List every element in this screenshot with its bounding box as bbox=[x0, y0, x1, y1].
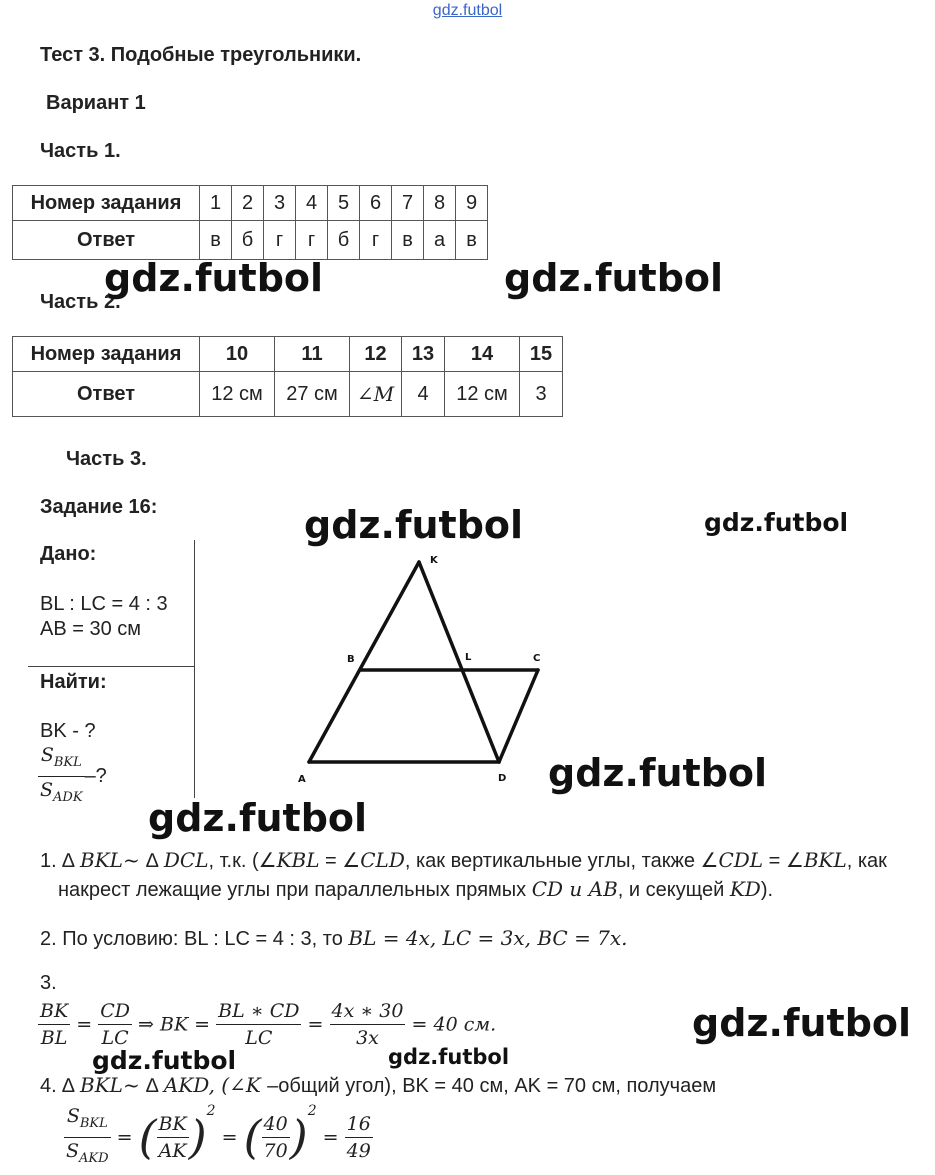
part1-task-label: Номер задания bbox=[13, 186, 200, 221]
part2-task-cell: 14 bbox=[445, 337, 520, 372]
part1-answer-cell: г bbox=[296, 221, 328, 260]
part1-task-cell: 5 bbox=[328, 186, 360, 221]
point-label-L: L bbox=[465, 652, 472, 663]
part2-task-label: Номер задания bbox=[13, 337, 200, 372]
part2-table bbox=[12, 336, 563, 417]
fraction-cd-lc: $\frac{CD}{LC}$ bbox=[100, 1000, 130, 1049]
fraction-40-70: $\frac{40}{70}$ bbox=[263, 1112, 288, 1162]
part1-task-cell: 9 bbox=[456, 186, 488, 221]
point-label-D: D bbox=[498, 773, 507, 784]
part1-answer-row bbox=[13, 221, 488, 260]
solution-step-3-label: 3. bbox=[40, 972, 57, 994]
part1-answer-cell: а bbox=[424, 221, 456, 260]
solution-step-4-formula: $\frac{S_{BKL}}{S_{AKD}}$ = ( $\frac{BK}{AK}$ )$^2$ = ( $\frac{40}{70}$ )$^2$ = $\frac{16}{49}$ bbox=[64, 1103, 373, 1172]
part2-answer-row bbox=[13, 372, 563, 417]
part2-heading: Часть 2. bbox=[40, 291, 121, 313]
part1-task-cell: 8 bbox=[424, 186, 456, 221]
solution-step-4: 4. ∆ BKL~ ∆ AKD, (∠K –общий угол), BK = 40 см, AK = 70 см, получаем bbox=[40, 1073, 717, 1097]
point-label-A: A bbox=[298, 774, 306, 785]
fraction-bl-cd-lc: $\frac{BL ∗ CD}{LC}$ bbox=[218, 1000, 300, 1049]
variant-heading: Вариант 1 bbox=[46, 92, 146, 114]
find-line-2: $\frac{S_{BKL}}{S_{ADK}}$ –? bbox=[38, 742, 107, 811]
part1-answer-label: Ответ bbox=[13, 221, 200, 260]
part2-task-cell: 12 bbox=[350, 337, 402, 372]
part1-answer-cell: в bbox=[392, 221, 424, 260]
fraction-sbkl-sakd: $\frac{S_{BKL}}{S_{AKD}}$ bbox=[66, 1105, 109, 1166]
part1-task-cell: 7 bbox=[392, 186, 424, 221]
part1-answer-cell: б bbox=[232, 221, 264, 260]
part2-task-cell: 11 bbox=[275, 337, 350, 372]
given-divider-horizontal bbox=[28, 666, 195, 667]
watermark: gdz.futbol bbox=[92, 1046, 237, 1075]
part1-task-row bbox=[13, 186, 488, 221]
watermark: gdz.futbol bbox=[548, 751, 768, 795]
part1-table bbox=[12, 185, 488, 260]
watermark: gdz.futbol bbox=[504, 256, 724, 300]
watermark: gdz.futbol bbox=[704, 508, 849, 537]
part1-answer-cell: г bbox=[360, 221, 392, 260]
watermark-top-link[interactable]: gdz.futbol bbox=[432, 2, 503, 19]
part2-answer-cell: 27 см bbox=[275, 372, 350, 417]
part1-task-cell: 4 bbox=[296, 186, 328, 221]
solution-step-3-formula: $\frac{BK}{BL}$ = $\frac{CD}{LC}$ ⇒ BK = $\frac{BL ∗ CD}{LC}$ = $\frac{4x ∗ 30}{3x}$ = 40 см. bbox=[40, 1000, 497, 1049]
given-label: Дано: bbox=[40, 543, 97, 565]
part3-heading: Часть 3. bbox=[66, 448, 147, 470]
part2-task-row bbox=[13, 337, 563, 372]
fraction-bk-bl: $\frac{BK}{BL}$ bbox=[40, 1000, 69, 1049]
part1-answer-cell: в bbox=[456, 221, 488, 260]
watermark: gdz.futbol bbox=[692, 1001, 912, 1045]
find-line-1: BK - ? bbox=[40, 720, 96, 742]
part1-answer-cell: б bbox=[328, 221, 360, 260]
watermark: gdz.futbol bbox=[148, 796, 368, 840]
part1-task-cell: 6 bbox=[360, 186, 392, 221]
part2-answer-cell: 12 см bbox=[445, 372, 520, 417]
part2-answer-cell: 3 bbox=[520, 372, 563, 417]
given-line-1: BL : LC = 4 : 3 bbox=[40, 593, 168, 615]
part2-task-cell: 13 bbox=[402, 337, 445, 372]
part1-answer-cell: в bbox=[200, 221, 232, 260]
segment-CD bbox=[499, 670, 538, 762]
part1-task-cell: 3 bbox=[264, 186, 296, 221]
part2-answer-cell: 12 см bbox=[200, 372, 275, 417]
find-ratio-fraction: $\frac{S_{BKL}}{S_{ADK}}$ bbox=[40, 744, 83, 805]
geometry-figure bbox=[295, 550, 555, 790]
point-label-C: C bbox=[533, 653, 541, 664]
given-line-2: AB = 30 см bbox=[40, 618, 142, 640]
part2-task-cell: 15 bbox=[520, 337, 563, 372]
part2-answer-cell: 4 bbox=[402, 372, 445, 417]
given-divider-vertical bbox=[194, 540, 195, 798]
part2-answer-cell: ∠M bbox=[350, 372, 402, 417]
segment-AK bbox=[309, 562, 419, 762]
point-label-K: K bbox=[430, 555, 438, 566]
part2-answer-label: Ответ bbox=[13, 372, 200, 417]
solution-step-1: 1. ∆ BKL~ ∆ DCL, т.к. (∠KBL = ∠CLD, как вертикальные углы, также ∠CDL = ∠BKL, как bbox=[40, 848, 887, 872]
find-label: Найти: bbox=[40, 671, 107, 693]
watermark: gdz.futbol bbox=[388, 1045, 510, 1069]
point-label-B: B bbox=[347, 654, 355, 665]
part1-answer-cell: г bbox=[264, 221, 296, 260]
segment-KD bbox=[419, 562, 499, 762]
task16-heading: Задание 16: bbox=[40, 496, 158, 518]
fraction-16-49: $\frac{16}{49}$ bbox=[346, 1112, 371, 1162]
fraction-4x30-3x: $\frac{4x ∗ 30}{3x}$ bbox=[331, 1000, 404, 1049]
part2-task-cell: 10 bbox=[200, 337, 275, 372]
part1-task-cell: 2 bbox=[232, 186, 264, 221]
part1-task-cell: 1 bbox=[200, 186, 232, 221]
watermark: gdz.futbol bbox=[304, 503, 524, 547]
fraction-bk-ak: $\frac{BK}{AK}$ bbox=[158, 1112, 187, 1162]
solution-step-1-line-2: накрест лежащие углы при параллельных прямых CD и AB, и секущей KD). bbox=[58, 877, 774, 901]
page-title: Тест 3. Подобные треугольники. bbox=[40, 44, 362, 66]
part1-heading: Часть 1. bbox=[40, 140, 121, 162]
watermark: gdz.futbol bbox=[104, 256, 324, 300]
solution-step-2: 2. По условию: BL : LC = 4 : 3, то BL = 4x, LC = 3x, BC = 7x. bbox=[40, 926, 628, 950]
